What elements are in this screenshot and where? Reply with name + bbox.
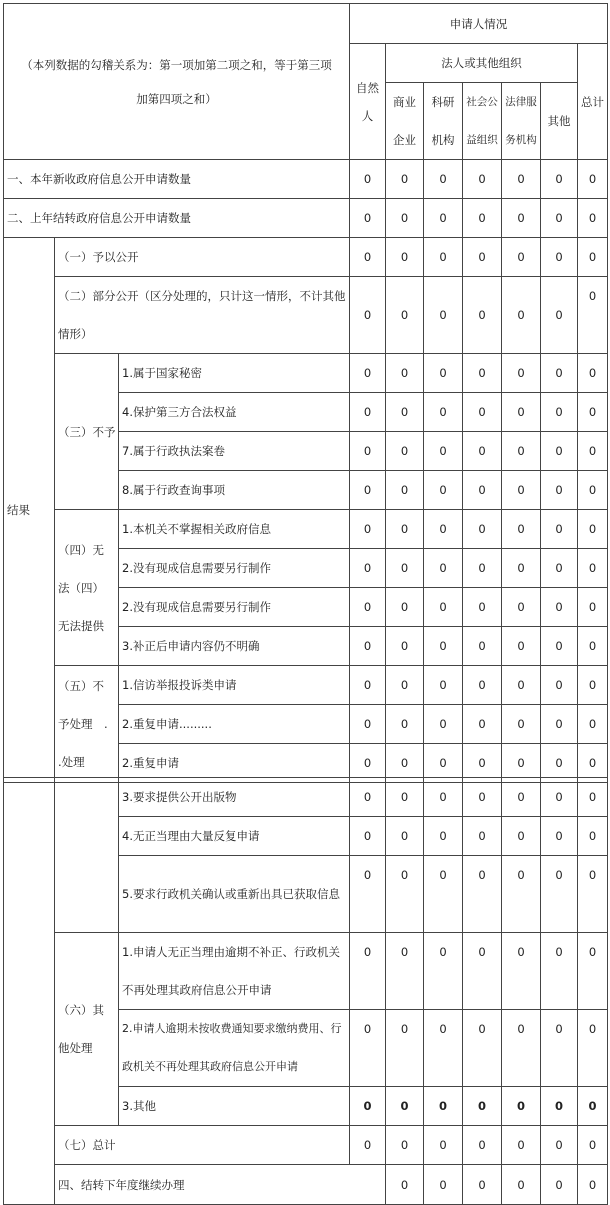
cell-value: 0 bbox=[578, 549, 608, 588]
row-label: 4.保护第三方合法权益 bbox=[119, 393, 350, 432]
cell-value: 0 bbox=[463, 817, 502, 856]
cell-value: 0 bbox=[386, 705, 424, 744]
cell-value: 0 bbox=[350, 510, 386, 549]
cell-value: 0 bbox=[502, 510, 541, 549]
cell-value: 0 bbox=[463, 744, 502, 783]
cell-value: 0 bbox=[463, 510, 502, 549]
header-applicant: 申请人情况 bbox=[350, 4, 608, 44]
cell-value: 0 bbox=[502, 354, 541, 393]
cell-value: 0 bbox=[541, 588, 578, 627]
cell-value: 0 bbox=[350, 238, 386, 277]
cell-value: 0 bbox=[502, 856, 541, 933]
cell-value: 0 bbox=[350, 1010, 386, 1087]
cell-value: 0 bbox=[578, 1010, 608, 1087]
row-label: 1.属于国家秘密 bbox=[119, 354, 350, 393]
cell-value: 0 bbox=[541, 744, 578, 783]
row-label: 8.属于行政查询事项 bbox=[119, 471, 350, 510]
cell-value: 0 bbox=[350, 588, 386, 627]
group-5-continued bbox=[55, 778, 119, 933]
cell-value: 0 bbox=[578, 432, 608, 471]
cell-value: 0 bbox=[502, 933, 541, 1010]
cell-value: 0 bbox=[578, 277, 608, 354]
cell-value: 0 bbox=[463, 1010, 502, 1087]
cell-value: 0 bbox=[424, 666, 463, 705]
cell-value: 0 bbox=[350, 1087, 386, 1126]
cell-value: 0 bbox=[386, 933, 424, 1010]
cell-value: 0 bbox=[424, 277, 463, 354]
cell-value: 0 bbox=[424, 549, 463, 588]
cell-value: 0 bbox=[463, 160, 502, 199]
group-label-4: （四）无法（四）无法提供 bbox=[55, 510, 119, 666]
cell-value: 0 bbox=[463, 1087, 502, 1126]
cell-value: 0 bbox=[502, 471, 541, 510]
cell-value: 0 bbox=[424, 393, 463, 432]
stats-table-part1 bbox=[3, 3, 608, 783]
cell-value: 0 bbox=[424, 778, 463, 817]
cell-value: 0 bbox=[386, 1087, 424, 1126]
cell-value: 0 bbox=[502, 705, 541, 744]
group-label-5: （五）不予处理 . .处理 bbox=[55, 666, 119, 783]
cell-value: 0 bbox=[386, 1126, 424, 1165]
cell-value: 0 bbox=[578, 627, 608, 666]
cell-value: 0 bbox=[541, 549, 578, 588]
cell-value: 0 bbox=[350, 549, 386, 588]
cell-value: 0 bbox=[578, 510, 608, 549]
cell-value: 0 bbox=[541, 354, 578, 393]
cell-value: 0 bbox=[386, 238, 424, 277]
cell-value: 0 bbox=[502, 588, 541, 627]
cell-value: 0 bbox=[463, 199, 502, 238]
cell-value: 0 bbox=[578, 1126, 608, 1165]
row-label: 2.重复申请 bbox=[119, 744, 350, 783]
cell-value: 0 bbox=[386, 471, 424, 510]
cell-value: 0 bbox=[350, 277, 386, 354]
row-label: 3.其他 bbox=[119, 1087, 350, 1126]
cell-value: 0 bbox=[424, 471, 463, 510]
cell-value: 0 bbox=[463, 627, 502, 666]
header-legal: 法人或其他组织 bbox=[386, 44, 578, 83]
row-label: 5.要求行政机关确认或重新出具已获取信息 bbox=[119, 856, 350, 933]
cell-value: 0 bbox=[463, 666, 502, 705]
cell-value: 0 bbox=[578, 666, 608, 705]
cell-value: 0 bbox=[424, 160, 463, 199]
cell-value: 0 bbox=[578, 199, 608, 238]
cell-value: 0 bbox=[350, 199, 386, 238]
cell-value: 0 bbox=[541, 1165, 578, 1205]
cell-value: 0 bbox=[424, 1010, 463, 1087]
cell-value: 0 bbox=[502, 627, 541, 666]
cell-value: 0 bbox=[386, 627, 424, 666]
row-label: 2.没有现成信息需要另行制作 bbox=[119, 588, 350, 627]
row-label: 3.要求提供公开出版物 bbox=[119, 778, 350, 817]
cell-value: 0 bbox=[502, 778, 541, 817]
cell-value: 0 bbox=[424, 354, 463, 393]
cell-value: 0 bbox=[578, 817, 608, 856]
cell-value: 0 bbox=[502, 1087, 541, 1126]
header-commercial: 商业企业 bbox=[386, 83, 424, 160]
result-label: 结果 bbox=[4, 238, 55, 783]
cell-value: 0 bbox=[578, 588, 608, 627]
header-other: 其他 bbox=[541, 83, 578, 160]
cell-value: 0 bbox=[350, 933, 386, 1010]
header-total: 总计 bbox=[578, 44, 608, 160]
row-label: 4.无正当理由大量反复申请 bbox=[119, 817, 350, 856]
cell-value: 0 bbox=[463, 1126, 502, 1165]
cell-value: 0 bbox=[502, 160, 541, 199]
row-label: 四、结转下年度继续办理 bbox=[55, 1165, 386, 1205]
cell-value: 0 bbox=[350, 471, 386, 510]
cell-value: 0 bbox=[386, 510, 424, 549]
cell-value: 0 bbox=[424, 627, 463, 666]
group-label-6: （六）其他处理 bbox=[55, 933, 119, 1126]
header-research: 科研机构 bbox=[424, 83, 463, 160]
cell-value: 0 bbox=[386, 354, 424, 393]
cell-value: 0 bbox=[424, 1087, 463, 1126]
cell-value: 0 bbox=[463, 1165, 502, 1205]
cell-value: 0 bbox=[463, 471, 502, 510]
cell-value: 0 bbox=[541, 510, 578, 549]
cell-value: 0 bbox=[463, 856, 502, 933]
cell-value: 0 bbox=[541, 778, 578, 817]
header-social: 社会公益组织 bbox=[463, 83, 502, 160]
cell-value: 0 bbox=[424, 510, 463, 549]
row-label: 2.没有现成信息需要另行制作 bbox=[119, 549, 350, 588]
cell-value: 0 bbox=[463, 933, 502, 1010]
cell-value: 0 bbox=[502, 817, 541, 856]
cell-value: 0 bbox=[463, 778, 502, 817]
cell-value: 0 bbox=[386, 856, 424, 933]
cell-value: 0 bbox=[424, 817, 463, 856]
row-label: （一）予以公开 bbox=[55, 238, 350, 277]
cell-value: 0 bbox=[541, 1087, 578, 1126]
cell-value: 0 bbox=[463, 238, 502, 277]
cell-value: 0 bbox=[386, 744, 424, 783]
cell-value: 0 bbox=[578, 856, 608, 933]
cell-value: 0 bbox=[541, 432, 578, 471]
cell-value: 0 bbox=[578, 705, 608, 744]
cell-value: 0 bbox=[386, 1165, 424, 1205]
cell-value: 0 bbox=[541, 277, 578, 354]
row-label: 1.本机关不掌握相关政府信息 bbox=[119, 510, 350, 549]
cell-value: 0 bbox=[350, 856, 386, 933]
cell-value: 0 bbox=[424, 588, 463, 627]
stats-table-part2 bbox=[3, 777, 608, 1205]
cell-value: 0 bbox=[424, 1165, 463, 1205]
row-label: 一、本年新收政府信息公开申请数量 bbox=[4, 160, 350, 199]
cell-value: 0 bbox=[386, 778, 424, 817]
cell-value: 0 bbox=[578, 238, 608, 277]
cell-value: 0 bbox=[541, 705, 578, 744]
cell-value: 0 bbox=[386, 666, 424, 705]
cell-value: 0 bbox=[463, 393, 502, 432]
cell-value: 0 bbox=[424, 432, 463, 471]
cell-value: 0 bbox=[541, 238, 578, 277]
row-label: （二）部分公开（区分处理的，只计这一情形，不计其他情形） bbox=[55, 277, 350, 354]
cell-value: 0 bbox=[386, 160, 424, 199]
cell-value: 0 bbox=[386, 1010, 424, 1087]
cell-value: 0 bbox=[350, 354, 386, 393]
cell-value: 0 bbox=[541, 817, 578, 856]
header-natural: 自然人 bbox=[350, 44, 386, 160]
cell-value: 0 bbox=[578, 354, 608, 393]
cell-value: 0 bbox=[463, 549, 502, 588]
cell-value: 0 bbox=[350, 432, 386, 471]
cell-value: 0 bbox=[541, 199, 578, 238]
row-label: 2.重复申请......... bbox=[119, 705, 350, 744]
cell-value: 0 bbox=[350, 160, 386, 199]
row-label: 3.补正后申请内容仍不明确 bbox=[119, 627, 350, 666]
cell-value: 0 bbox=[463, 432, 502, 471]
group-label-3: （三）不予 bbox=[55, 354, 119, 510]
cell-value: 0 bbox=[463, 588, 502, 627]
cell-value: 0 bbox=[350, 744, 386, 783]
cell-value: 0 bbox=[502, 666, 541, 705]
cell-value: 0 bbox=[350, 778, 386, 817]
cell-value: 0 bbox=[541, 1010, 578, 1087]
cell-value: 0 bbox=[502, 432, 541, 471]
cell-value: 0 bbox=[350, 393, 386, 432]
header-law: 法律服务机构 bbox=[502, 83, 541, 160]
cell-value: 0 bbox=[578, 160, 608, 199]
cell-value: 0 bbox=[463, 277, 502, 354]
cell-value: 0 bbox=[424, 705, 463, 744]
cell-value: 0 bbox=[463, 705, 502, 744]
header-note: （本列数据的勾稽关系为：第一项加第二项之和，等于第三项加第四项之和） bbox=[4, 4, 350, 160]
cell-value: 0 bbox=[541, 393, 578, 432]
row-label: 2.申请人逾期未按收费通知要求缴纳费用、行政机关不再处理其政府信息公开申请 bbox=[119, 1010, 350, 1087]
cell-value: 0 bbox=[541, 1126, 578, 1165]
cell-value: 0 bbox=[350, 1126, 386, 1165]
cell-value: 0 bbox=[350, 817, 386, 856]
cell-value: 0 bbox=[386, 393, 424, 432]
cell-value: 0 bbox=[502, 1010, 541, 1087]
cell-value: 0 bbox=[424, 1126, 463, 1165]
cell-value: 0 bbox=[502, 199, 541, 238]
row-label: 1.信访举报投诉类申请 bbox=[119, 666, 350, 705]
cell-value: 0 bbox=[541, 471, 578, 510]
result-continued bbox=[4, 778, 55, 1205]
cell-value: 0 bbox=[424, 856, 463, 933]
cell-value: 0 bbox=[502, 238, 541, 277]
cell-value: 0 bbox=[578, 933, 608, 1010]
cell-value: 0 bbox=[502, 1126, 541, 1165]
cell-value: 0 bbox=[424, 933, 463, 1010]
cell-value: 0 bbox=[424, 238, 463, 277]
cell-value: 0 bbox=[578, 393, 608, 432]
cell-value: 0 bbox=[578, 1165, 608, 1205]
cell-value: 0 bbox=[541, 666, 578, 705]
cell-value: 0 bbox=[350, 627, 386, 666]
row-label: （七）总计 bbox=[55, 1126, 350, 1165]
cell-value: 0 bbox=[502, 549, 541, 588]
cell-value: 0 bbox=[463, 354, 502, 393]
row-label: 1.申请人无正当理由逾期不补正、行政机关不再处理其政府信息公开申请 bbox=[119, 933, 350, 1010]
cell-value: 0 bbox=[386, 549, 424, 588]
cell-value: 0 bbox=[386, 588, 424, 627]
cell-value: 0 bbox=[502, 277, 541, 354]
cell-value: 0 bbox=[502, 1165, 541, 1205]
cell-value: 0 bbox=[541, 627, 578, 666]
row-label: 二、上年结转政府信息公开申请数量 bbox=[4, 199, 350, 238]
cell-value: 0 bbox=[424, 199, 463, 238]
cell-value: 0 bbox=[350, 666, 386, 705]
cell-value: 0 bbox=[541, 160, 578, 199]
cell-value: 0 bbox=[578, 778, 608, 817]
cell-value: 0 bbox=[502, 393, 541, 432]
cell-value: 0 bbox=[578, 1087, 608, 1126]
cell-value: 0 bbox=[541, 933, 578, 1010]
cell-value: 0 bbox=[386, 432, 424, 471]
cell-value: 0 bbox=[541, 856, 578, 933]
row-label: 7.属于行政执法案卷 bbox=[119, 432, 350, 471]
cell-value: 0 bbox=[578, 471, 608, 510]
cell-value: 0 bbox=[386, 277, 424, 354]
cell-value: 0 bbox=[386, 817, 424, 856]
cell-value: 0 bbox=[578, 744, 608, 783]
cell-value: 0 bbox=[386, 199, 424, 238]
cell-value: 0 bbox=[350, 705, 386, 744]
cell-value: 0 bbox=[502, 744, 541, 783]
cell-value: 0 bbox=[424, 744, 463, 783]
